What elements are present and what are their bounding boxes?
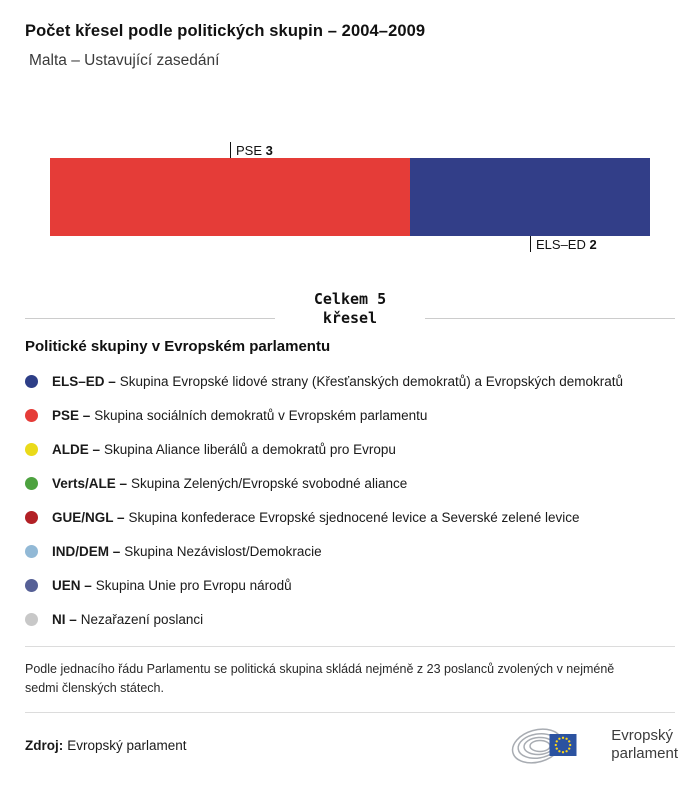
legend-item-pse: [25, 407, 675, 424]
source: [25, 738, 187, 753]
legend-item-gue-ngl: [25, 509, 675, 526]
legend-dot: [25, 579, 38, 592]
ep-hemicycle-icon: [510, 721, 602, 769]
total-label: Celkem 5 křesel: [313, 290, 387, 327]
logo-text: [611, 727, 678, 765]
stacked-bar: [50, 158, 650, 236]
header: [0, 0, 700, 70]
legend-dot: [25, 613, 38, 626]
bar-segment-ELS–ED: [410, 158, 650, 236]
legend-item-uen: [25, 577, 675, 594]
divider-line-left: [25, 318, 275, 319]
legend: [0, 338, 700, 628]
legend-group-name: ALDE –: [52, 441, 101, 457]
legend-dot: [25, 545, 38, 558]
source-value: Evropský parlament: [67, 737, 187, 753]
legend-item-verts-ale: [25, 475, 675, 492]
legend-dot: [25, 443, 38, 456]
legend-group-desc: Skupina sociálních demokratů v Evropském parlamentu: [94, 407, 428, 423]
legend-group-name: IND/DEM –: [52, 543, 121, 559]
footnote: Podle jednacího řádu Parlamentu se politická skupina skládá nejméně z 23 poslanců zvolených v nejméně sedmi členských státech.: [25, 661, 615, 695]
bar-label-tick: [530, 236, 531, 252]
legend-group-desc: Skupina Nezávislost/Demokracie: [124, 543, 322, 559]
legend-item-ind-dem: [25, 543, 675, 560]
legend-dot: [25, 375, 38, 388]
legend-heading: Politické skupiny v Evropském parlamentu: [25, 337, 331, 355]
footer: [0, 713, 700, 769]
bar-segment-PSE: [50, 158, 410, 236]
legend-item-els-ed: [25, 373, 675, 390]
legend-group-desc: Skupina Zelených/Evropské svobodné aliance: [131, 475, 408, 491]
divider-line-right: [425, 318, 675, 319]
legend-group-desc: Skupina konfederace Evropské sjednocené levice a Severské zelené levice: [128, 509, 580, 525]
european-parliament-logo: [510, 721, 678, 769]
bar-label-text: ELS–ED 2: [536, 236, 597, 252]
eu-flag-icon: [550, 734, 577, 756]
legend-group-name: GUE/NGL –: [52, 509, 125, 525]
total-divider: [25, 290, 675, 328]
legend-group-desc: Skupina Aliance liberálů a demokratů pro Evropu: [104, 441, 396, 457]
bar-label-tick: [230, 142, 231, 158]
logo-text-line2: parlament: [611, 745, 678, 763]
legend-group-desc: Skupina Unie pro Evropu národů: [95, 577, 292, 593]
legend-group-name: Verts/ALE –: [52, 475, 128, 491]
legend-dot: [25, 477, 38, 490]
legend-dot: [25, 409, 38, 422]
bar-area: [50, 142, 650, 252]
legend-item-alde: [25, 441, 675, 458]
bar-label-PSE: [230, 142, 273, 158]
legend-item-ni: [25, 611, 675, 628]
legend-group-name: NI –: [52, 611, 77, 627]
source-label: Zdroj:: [25, 737, 64, 753]
legend-group-name: ELS–ED –: [52, 373, 116, 389]
logo-text-line1: Evropský: [611, 726, 673, 744]
legend-group-name: PSE –: [52, 407, 91, 423]
bar-label-text: PSE 3: [236, 142, 273, 158]
page-subtitle: Malta – Ustavující zasedání: [29, 52, 220, 69]
bar-label-ELS–ED: [530, 236, 597, 252]
legend-dot: [25, 511, 38, 524]
legend-group-name: UEN –: [52, 577, 92, 593]
legend-group-desc: Skupina Evropské lidové strany (Křesťanských demokratů) a Evropských demokratů: [119, 373, 624, 389]
legend-group-desc: Nezařazení poslanci: [80, 611, 204, 627]
page-title: Počet křesel podle politických skupin – 2004–2009: [25, 22, 426, 40]
